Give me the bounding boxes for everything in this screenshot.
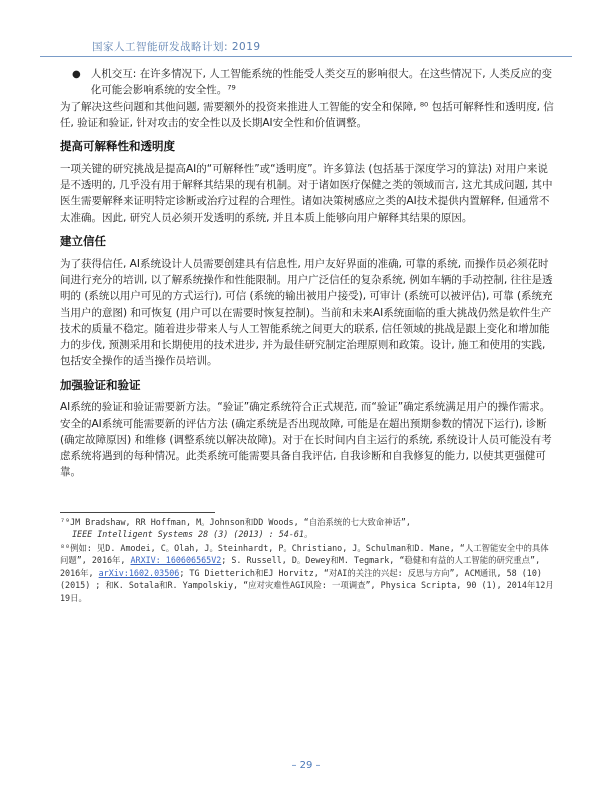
footnote-80-part3: ; TG Dietterich和EJ Horvitz, “对AI的关注的兴起: 反思与方向”, ACM通讯, 58 (10) (2015) ; 和K. Sotala和R. Yampolskiy, “应对灾难性AGI风险: 一项调查”, Physica Scripta, 90 (1), 2014年12月19日。 — [60, 567, 554, 603]
footnote-80 — [60, 542, 555, 604]
intro-paragraph: 为了解决这些问题和其他问题, 需要额外的投资来推进人工智能的安全和保障, ⁸⁰ 包括可解释性和透明度, 信任, 验证和验证, 针对攻击的安全性以及长期AI安全性和价值调整。 — [60, 100, 554, 129]
section-heading-trust: 建立信任 — [60, 233, 106, 248]
bullet-item — [72, 66, 555, 99]
section-body-explainability: 一项关键的研究挑战是提高AI的“可解释性”或“透明度”。许多算法 (包括基于深度学习的算法) 对用户来说是不透明的, 几乎没有用于解释其结果的现有机制。对于诸如医疗保健之类的领域而言, 这尤其成问题, 其中医生需要解释来证明特定诊断或治疗过程的合理性。诸如决策树感应之类的AI技术提供内置解释, 但通常不太准确。因此, 研究人员必须开发透明的系统, 并且本质上能够向用户解释其结果的原因。 — [60, 162, 553, 224]
footnotes — [60, 516, 555, 605]
footnote-80-link-arxiv1[interactable]: ARXIV: 160606565V2 — [130, 555, 222, 566]
footnote-79 — [60, 516, 555, 541]
header-title: 国家人工智能研发战略计划: 2019 — [92, 41, 261, 53]
section-heading-explainability: 提高可解释性和透明度 — [60, 139, 175, 154]
bullet-text: 人机交互: 在许多情况下, 人工智能系统的性能受人类交互的影响很大。在这些情况下, 人类反应的变化可能会影响系统的安全性。⁷⁹ — [90, 68, 552, 97]
header-divider — [40, 56, 572, 57]
footnote-80-part1: ⁸⁰例如: 见D. Amodei, C。Olah, J。Steinhardt, P。Christiano, J。Schulman和D. Mane, “人工智能安全中的具体问题”, 2016年, — [60, 542, 549, 566]
section-body-trust: 为了获得信任, AI系统设计人员需要创建具有信息性, 用户友好界面的准确, 可靠的系统, 而操作员必须花时间进行充分的培训, 以了解系统操作和性能限制。用户广泛信任的复杂系统, 例如车辆的手动控制, 往往是透明的 (系统以用户可见的方式运行), 可信 (系统的输出被用户接受), 可审计 (系统可以被评估), 可靠 (系统充当用户的意图) 和可恢复 (用户可以在需要时恢复控制)。当前和未来AI系统面临的重大挑战仍然是软件生产技术的质量不稳定。随着进步带来人与人工智能系统之间更大的联系, 信任领域的挑战是跟上变化和增加能力的步伐, 预测采用和长期使用的技术进步, 并为最佳研究制定治理原则和政策。设计, 施工和使用的实践, 包括安全操作的适当操作员培训。 — [60, 257, 553, 368]
footnote-79-line1: ⁷⁹JM Bradshaw, RR Hoffman, M。Johnson和DD Woods, “自治系统的七大致命神话”, — [60, 517, 411, 527]
page-number: – 29 – — [291, 760, 321, 771]
section-heading-verification: 加强验证和验证 — [60, 377, 141, 392]
section-body-verification: AI系统的验证和验证需要新方法。“验证”确定系统符合正式规范, 而“验证”确定系统满足用户的操作需求。安全的AI系统可能需要新的评估方法 (确定系统是否出现故障, 可能是在超出预期参数的情况下运行), 诊断 (确定故障原因) 和维修 (调整系统以解决故障)。对于在长时间内自主运行的系统, 系统设计人员可能没有考虑系统将遇到的每种情况。此类系统可能需要具备自我评估, 自我诊断和自我修复的能力, 以使其更强健可靠。 — [60, 401, 552, 479]
footnote-divider — [60, 512, 215, 513]
main-content — [60, 66, 555, 487]
bullet-dot-icon: ● — [72, 69, 81, 80]
footnote-80-link-arxiv2[interactable]: arXiv:1602.03506 — [98, 567, 180, 578]
footnote-80-part2: ; S. Russell, D。Dewey和M. Tegmark, “稳健和有益的人工智能的研究重点”, 2016年, — [60, 555, 541, 578]
footnote-79-line2: IEEE Intelligent Systems 28 (3) (2013) : 54-61。 — [72, 529, 313, 540]
